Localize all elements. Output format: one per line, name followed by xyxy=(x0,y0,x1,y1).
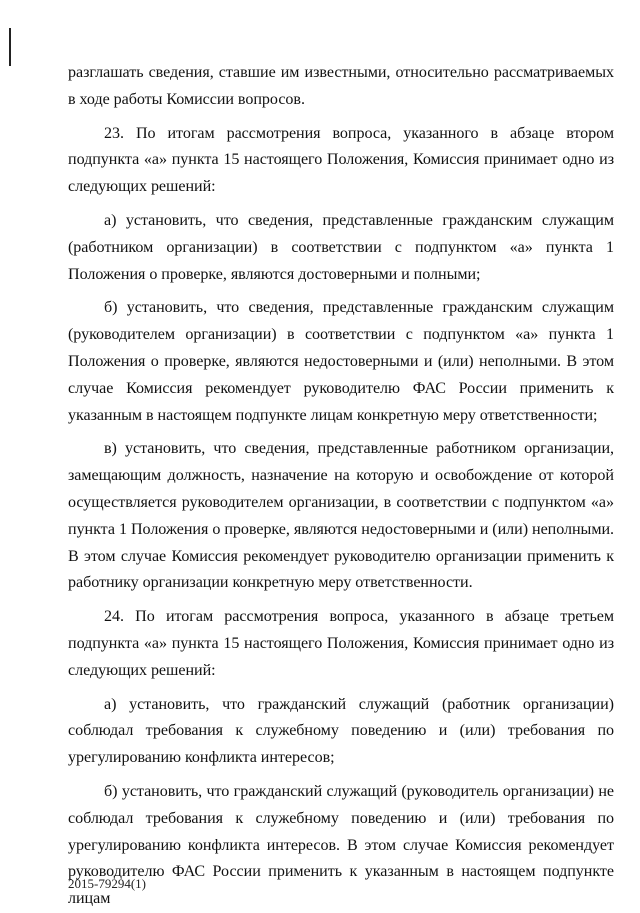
paragraph-item-23-v: в) установить, что сведения, представленные работником организации, замещающим должность, назначение на которую и освобождение от которой осуществляется руководителем организации, в соответствии с подпунктом «а» пункта 1 Положения о проверке, являются недостоверными и (или) неполными. В этом случае Комиссия рекомендует руководителю организации применить к работнику организации конкретную меру ответственности. xyxy=(68,440,614,592)
paragraph-item-23-a: а) установить, что сведения, представленные гражданским служащим (работником организации) в соответствии с подпунктом «а» пункта 1 Положения о проверке, являются достоверными и полными; xyxy=(68,211,614,283)
margin-rule xyxy=(9,28,11,66)
paragraph-item-24-b: б) установить, что гражданский служащий (руководитель организации) не соблюдал требования к служебному поведению и (или) требования по урегулированию конфликта интересов. В этом случае Комиссия рекомендует руководителю ФАС России применить к указанным в настоящем подпункте лицам xyxy=(68,782,614,908)
paragraph-item-24-a: а) установить, что гражданский служащий (работник организации) соблюдал требования к служебному поведению и (или) требования по урегулированию конфликта интересов; xyxy=(68,695,614,767)
document-code: 2015-79294(1) xyxy=(68,876,146,891)
paragraph-item-23-b: б) установить, что сведения, представленные гражданским служащим (руководителем организации) в соответствии с подпунктом «а» пункта 1 Положения о проверке, являются недостоверными и (или) неполными. В этом случае Комиссия рекомендует руководителю ФАС России применить к указанным в настоящем подпункте лицам конкретную меру ответственности; xyxy=(68,299,614,424)
paragraph-item-23: 23. По итогам рассмотрения вопроса, указанного в абзаце втором подпункта «а» пункта 15 настоящего Положения, Комиссия принимает одно из следующих решений: xyxy=(68,124,614,196)
paragraph-item-24: 24. По итогам рассмотрения вопроса, указанного в абзаце третьем подпункта «а» пункта 15 настоящего Положения, Комиссия принимает одно из следующих решений: xyxy=(68,608,614,679)
paragraph-continuation: разглашать сведения, ставшие им известными, относительно рассматриваемых в ходе работы Комиссии вопросов. xyxy=(68,64,614,108)
document-body xyxy=(68,60,614,913)
